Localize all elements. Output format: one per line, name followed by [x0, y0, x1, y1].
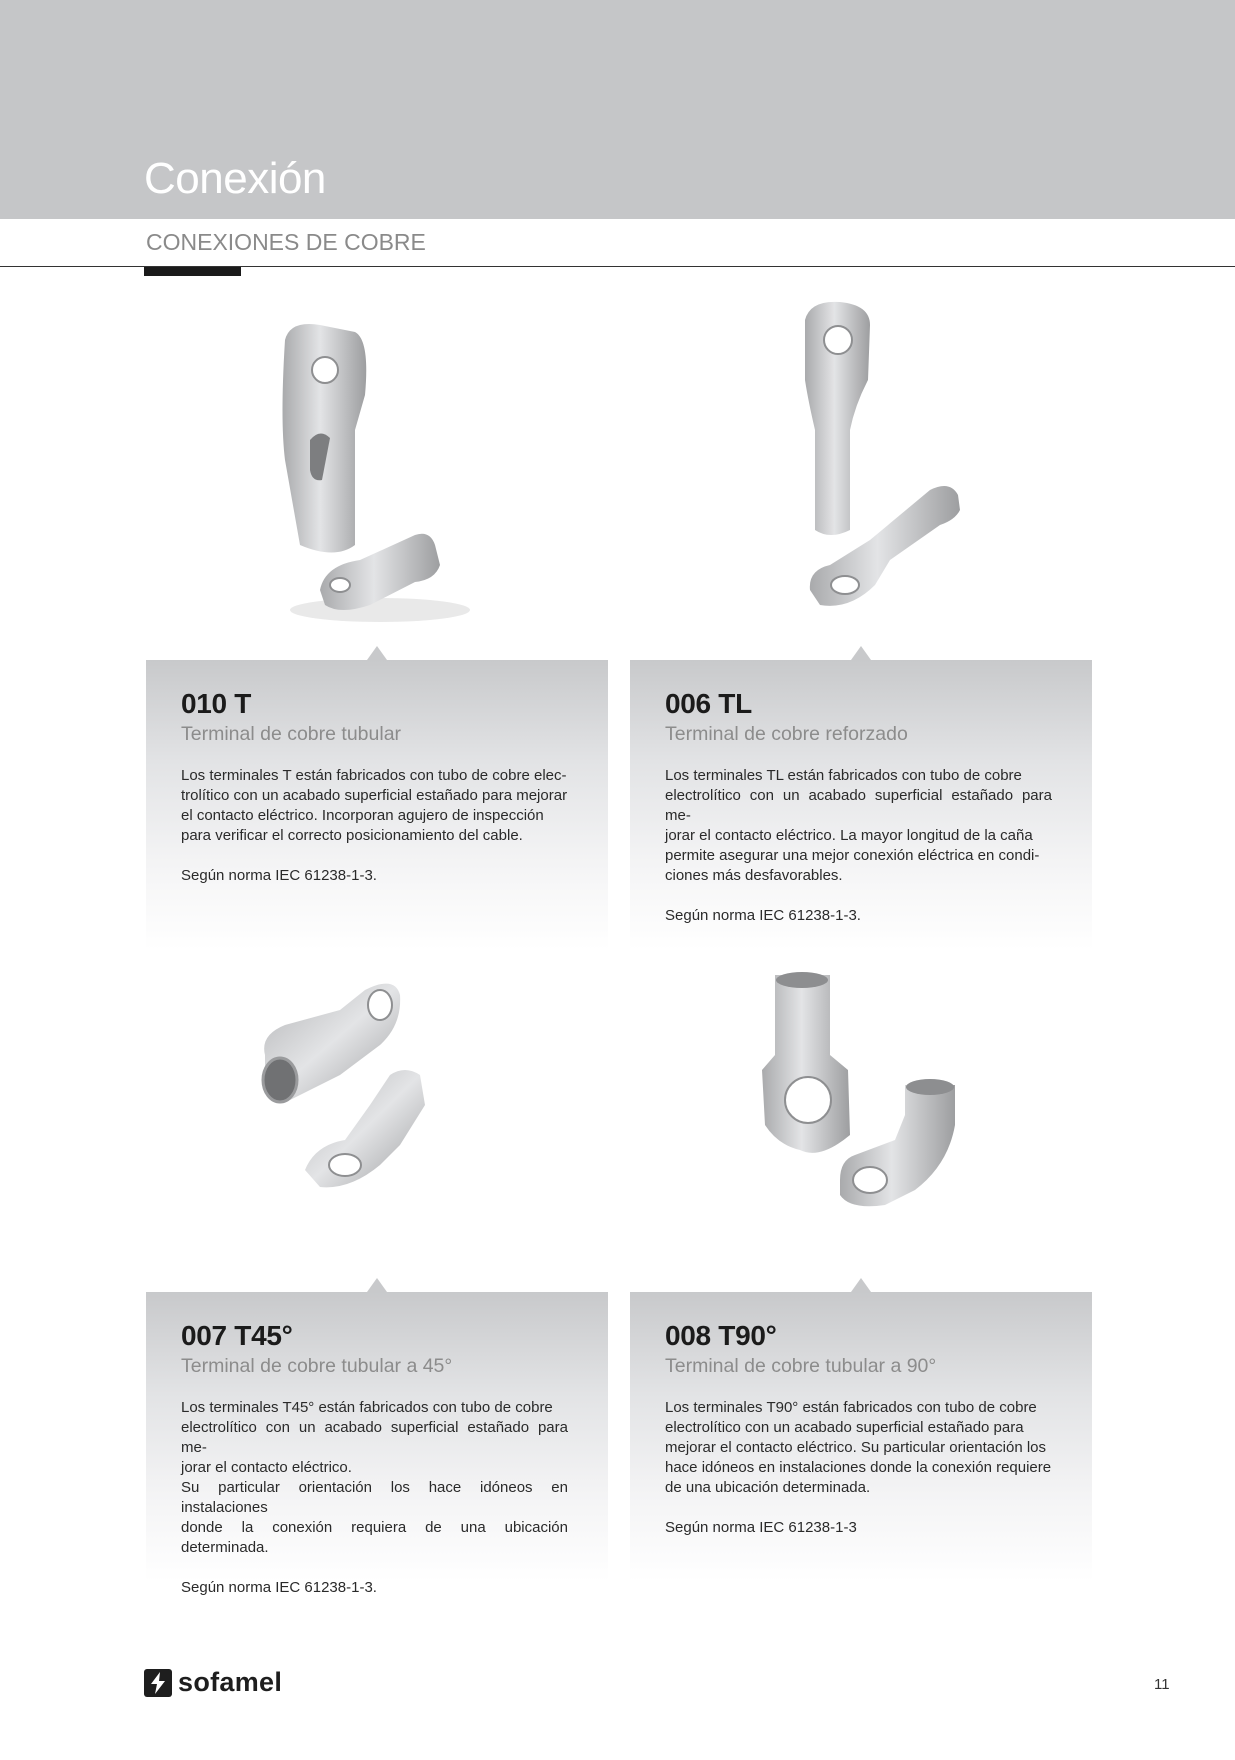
product-photo-010-t [230, 320, 690, 650]
product-norm: Según norma IEC 61238-1-3. [181, 1579, 377, 1596]
product-norm: Según norma IEC 61238-1-3. [665, 907, 861, 924]
product-name: Terminal de cobre reforzado [665, 723, 908, 745]
product-description: Los terminales TL están fabricados con tubo de cobre electrolítico con un acabado superficial estañado para me- jorar el contacto eléctrico. La mayor longitud de la caña permite asegurar una mejor conexión eléctrica en condi- ciones más desfavorables. [665, 767, 1052, 884]
page-title: Conexión [144, 154, 326, 203]
card-pointer [367, 646, 387, 660]
product-code: 010 T [181, 688, 252, 719]
terminal-45-degree-illustration [230, 965, 690, 1295]
product-description: Los terminales T están fabricados con tubo de cobre elec- trolítico con un acabado superficial estañado para mejorar el contacto eléctrico. Incorporan agujero de inspección para verificar el correcto posicionamiento del cable. [181, 767, 568, 844]
product-name: Terminal de cobre tubular a 90° [665, 1355, 937, 1377]
page-number: 11 [1154, 1676, 1170, 1693]
product-description: Los terminales T45° están fabricados con tubo de cobre electrolítico con un acabado superficial estañado para me- jorar el contacto eléctrico. Su particular orientación los hace idóneos en instalaciones donde la conexión requiera de una ubicación determinada. [181, 1399, 568, 1556]
product-photo-007-t45 [230, 965, 690, 1295]
sofamel-logo-icon [144, 1669, 172, 1697]
product-name: Terminal de cobre tubular a 45° [181, 1355, 453, 1377]
brand-name: sofamel [178, 1667, 283, 1697]
product-photo-008-t90 [690, 965, 1150, 1295]
card-pointer [367, 1278, 387, 1292]
section-divider-accent [144, 267, 241, 276]
product-photo-006-tl [690, 300, 1150, 630]
product-code: 006 TL [665, 688, 752, 719]
product-card [630, 660, 1092, 950]
card-pointer [851, 1278, 871, 1292]
terminal-90-degree-illustration [690, 965, 1150, 1295]
product-card [146, 660, 608, 950]
product-description: Los terminales T90° están fabricados con tubo de cobre electrolítico con un acabado superficial estañado para mejorar el contacto eléctrico. Su particular orientación los hace idóneos en instalaciones donde la conexión requiere de una ubicación determinada. [665, 1399, 1052, 1496]
terminal-tubular-illustration [230, 320, 690, 650]
product-norm: Según norma IEC 61238-1-3. [181, 867, 377, 884]
product-card [630, 1292, 1092, 1582]
product-norm: Según norma IEC 61238-1-3 [665, 1519, 857, 1536]
product-card [146, 1292, 608, 1596]
product-name: Terminal de cobre tubular [181, 723, 402, 745]
terminal-reinforced-illustration [690, 300, 1150, 630]
product-code: 008 T90° [665, 1320, 777, 1351]
brand-logo [144, 1667, 282, 1698]
card-pointer [851, 646, 871, 660]
section-subtitle: CONEXIONES DE COBRE [146, 229, 426, 255]
product-code: 007 T45° [181, 1320, 293, 1351]
